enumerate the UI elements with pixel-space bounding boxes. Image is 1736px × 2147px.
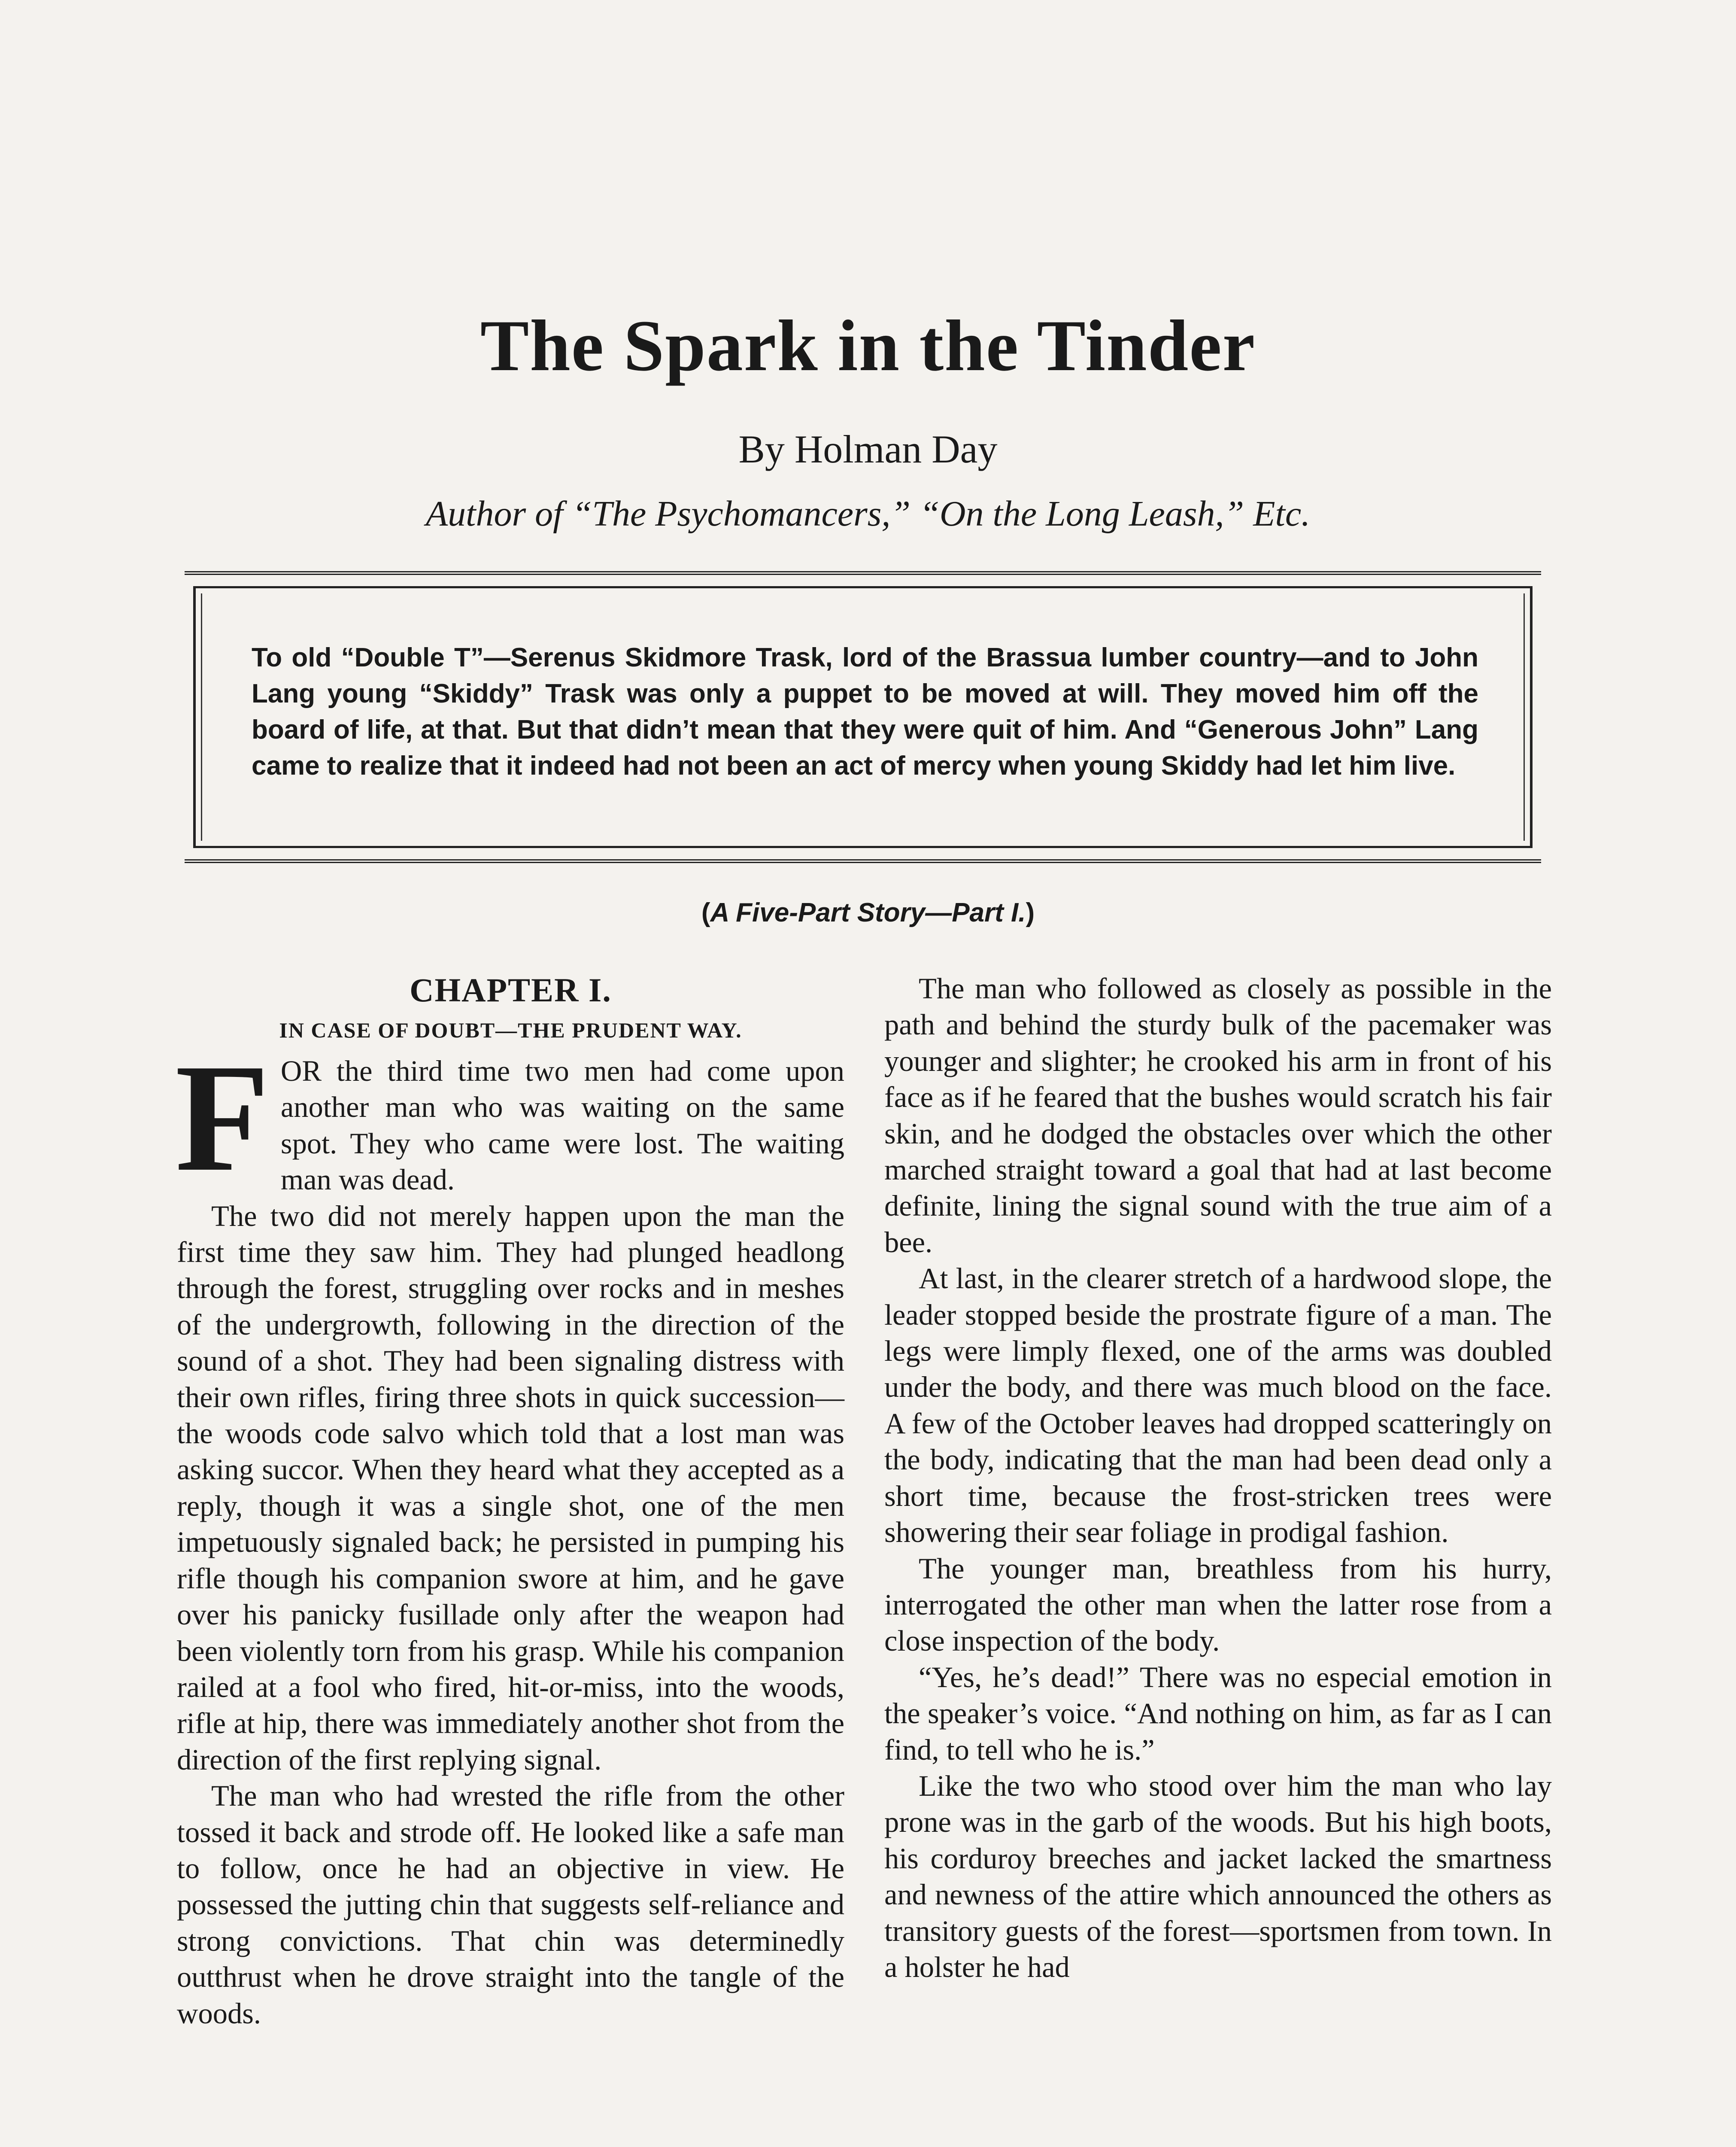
synopsis-text: To old “Double T”—Serenus Skidmore Trask, lord of the Brassua lumber country—and to John Lang young “Skiddy” Trask was only a puppet to be moved at will. They moved him off the board of life, at that. But that didn’t mean that they were quit of him. And “Generous John” Lang came to realize that it indeed had not been an act of mercy when young Skiddy had let him live.: [252, 643, 1478, 781]
paragraph: At last, in the clearer stretch of a hardwood slope, the leader stopped beside the prostrate figure of a man. The legs were limply flexed, one of the arms was doubled under the body, and there was much blood on the face. A few of the October leaves had dropped scatteringly on the body, indicating that the man had been dead only a short time, because the frost-stricken trees were showering their sear foliage in prodigal fashion.: [884, 1262, 1552, 1549]
story-title: The Spark in the Tinder: [480, 305, 1256, 386]
byline: By Holman Day: [738, 427, 998, 471]
opening-paragraph: [175, 1032, 844, 1203]
chapter-heading: CHAPTER I.: [410, 971, 612, 1009]
part-label-text: A Five-Part Story—Part I.: [710, 898, 1026, 928]
right-column: [884, 970, 1552, 1985]
drop-cap: F: [175, 1032, 270, 1203]
paragraph: Like the two who stood over him the man who lay prone was in the garb of the woods. But his high boots, his corduroy breeches and jacket lacked the smartness and newness of the attire which announced the others as transitory guests of the forest—sportsmen from town. In a holster he had: [884, 1769, 1552, 1983]
left-column: [177, 970, 844, 2031]
part-label: [0, 900, 1736, 926]
part-label-open: (: [701, 898, 710, 928]
paragraph: “Yes, he’s dead!” There was no especial emotion in the speaker’s voice. “And nothing on him, as far as I can find, to tell who he is.”: [884, 1660, 1552, 1766]
paragraph: The younger man, breathless from his hurry, interrogated the other man when the latter rose from a close inspection of the body.: [884, 1552, 1552, 1657]
synopsis-box: [185, 571, 1541, 863]
paragraph: The man who followed as closely as possible in the path and behind the sturdy bulk of the pacemaker was younger and slighter; he crooked his arm in front of his face as if he feared that the bushes would scratch his fair skin, and he dodged the obstacles over which the other marched straight toward a goal that had at last become definite, lining the signal sound with the true aim of a bee.: [884, 972, 1552, 1259]
synopsis-border: [193, 586, 1533, 848]
paragraph: The man who had wrested the rifle from the other tossed it back and strode off. He looked like a safe man to follow, once he had an objective in view. He possessed the jutting chin that suggests self-reliance and strong convictions. That chin was determinedly outthrust when he drove straight into the tangle of the woods.: [177, 1779, 844, 2030]
chapter-subtitle: IN CASE OF DOUBT—THE PRUDENT WAY.: [279, 1018, 742, 1042]
opening-paragraph-text: OR the third time two men had come upon another man who was waiting on the same spot. They who came were lost. The waiting man was dead.: [280, 1055, 844, 1196]
author-note: Author of “The Psychomancers,” “On the Long Leash,” Etc.: [425, 494, 1311, 534]
paragraph: The two did not merely happen upon the man the first time they saw him. They had plunged headlong through the forest, struggling over rocks and in meshes of the undergrowth, following in the direction of the sound of a shot. They had been signaling distress with their own rifles, firing three shots in quick succession—the woods code salvo which told that a lost man was asking succor. When they heard what they accepted as a reply, though it was a single shot, one of the men impetuously signaled back; he persisted in pumping his rifle though his companion swore at him, and he gave over his panicky fusillade only after the weapon had been violently torn from his grasp. While his companion railed at a fool who fired, hit-or-miss, into the woods, rifle at hip, there was immediately another shot from the direction of the first replying signal.: [177, 1199, 844, 1776]
part-label-close: ): [1026, 898, 1035, 928]
